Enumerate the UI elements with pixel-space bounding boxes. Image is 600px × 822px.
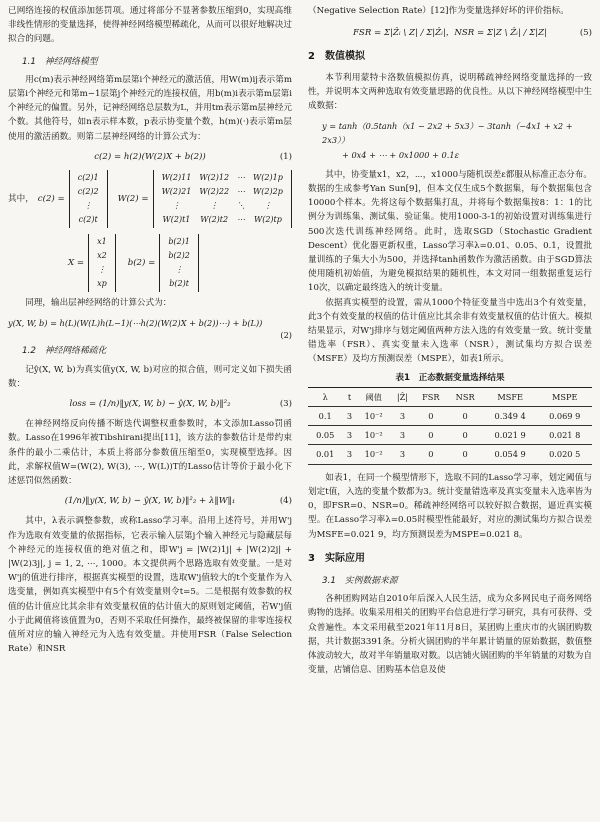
equation-2-number: (2) (280, 330, 292, 341)
w2-entry: ⋮ (210, 201, 219, 211)
c2-entry: c(2)2 (77, 187, 99, 197)
equation-4-number: (4) (279, 496, 292, 507)
equation-5-number: (5) (579, 28, 592, 39)
table-cell: 0.01 (308, 445, 342, 464)
subsection-3-1-heading: 3.1 实例数据来源 (322, 575, 398, 586)
table-cell: 0.05 (308, 426, 342, 445)
equation-2 (8, 316, 292, 341)
w2-entry: ⋮ (172, 201, 181, 211)
subsection-1-1-heading: 1.1 神经网络模型 (22, 56, 98, 67)
table-discussion-paragraph: 如表1，在同一个模型情形下，选取不同的Lasso学习率，划定阈值与划定t值，入选的变量个数都为3。统计变量错选率及真实变量未入选率皆为0，即FSR=0、NSR=0。稀疏神经网络可以较好拟合数据，逼近真实模型。在Lasso学习率λ=0.05时模型性能最好，对应的测试集均方拟合误差为MSFE=0.021 9，均方预测误差为MSPE=0.021 8。 (308, 472, 592, 540)
w2-entry: W(2)2p (253, 187, 283, 197)
table-header: λ (308, 387, 342, 406)
equation-3-body: loss = (1/n)‖y(X, W, b) − ŷ(X, W, b)‖²₂ (69, 399, 231, 410)
equation-2-body: y(X, W, b) = h(L)(W(L)h(L−1)(⋯h(2)(W(2)X + b(2))⋯) + b(L)) (8, 318, 263, 329)
matrix-definitions (8, 170, 292, 292)
equation-6-line-2: + 0x4 + ⋯ + 0x1000 + 0.1ε (342, 149, 459, 160)
table-cell: 3 (342, 445, 356, 464)
table-cell: 3 (342, 426, 356, 445)
w2-entry: ⋯ (237, 187, 246, 197)
output-layer-paragraph: 同理，输出层神经网络的计算公式为： (25, 298, 172, 309)
table-cell: 3 (342, 407, 356, 426)
table-cell: 0.020 5 (537, 445, 592, 464)
table-cell: 0 (447, 426, 482, 445)
table-cell: 0 (414, 407, 447, 426)
w2-entry: W(2)1p (253, 173, 283, 183)
table-1 (308, 387, 592, 465)
w2-matrix (153, 170, 292, 228)
section-3-heading: 3 实际应用 (308, 552, 365, 564)
table-cell: 0.054 9 (483, 445, 538, 464)
notation-paragraph: 用c(m)表示神经网络第m层第i个神经元的激活值，用W(m)ij表示第m层第i个神经元和第m−1层第j个神经元的连接权值，用b(m)i表示第m层第i个神经元的偏置。另外，记神经网络总层数为L，并用tm表示第m层神经元个数。其他符号，如n表示样本数，p表示协变量个数，h(m)(·)表示第m层使用的激活函数。则第二层神经网络的计算公式为： (8, 74, 292, 142)
table-header: t (342, 387, 356, 406)
table-header: FSR (414, 387, 447, 406)
simulation-setup-paragraph: 其中，协变量x1，x2，⋯，x1000与随机误差ε都服从标准正态分布。数据的生成参考Yan Sun[9]，但本文仅生成5个数据集，每个数据集包含10000个样本。先将这每个数据集打乱，并将每个数据集按8：1：1的比例分为训练集、测试集、验证集。使用1000-3-1的初始设置对训练集进行500次迭代训练神经网络。此时，选取SGD（Stochastic Gradient Descent）优化器更新权重，Lasso学习率λ=0.01、0.05、0.1，设置批量训练的子集大小为500，并选择tanh函数作为激活函数。由于SGD算法使用随机初始值，为避免模拟结果的随机性，本文对同一组数据重复运行10次，以确定最终选入的统计变量。 (308, 169, 592, 294)
table-cell: 0 (447, 407, 482, 426)
table-cell: 3 (391, 445, 415, 464)
table-header: MSPE (537, 387, 592, 406)
table-header-row (308, 387, 592, 406)
table-cell: 3 (391, 426, 415, 445)
table-cell: 10⁻² (357, 407, 391, 426)
equation-4 (8, 494, 292, 508)
table-1-caption: 表1 正态数据变量选择结果 (395, 372, 505, 383)
w2-entry: W(2)t1 (162, 215, 191, 225)
simulation-results-paragraph: 依据真实模型的设置，需从1000个特征变量当中选出3个有效变量，此3个有效变量的权值的估计值应比其余非有效变量权值的估计值大。模拟结果显示，对W'j排序与划定阈值两种方法入选的有效变量一致。统计变量错选率（FSR）、真实变量未入选率（NSR），测试集均方拟合误差（MSFE）及均方预测误差（MSPE），如表1所示。 (308, 297, 592, 365)
equation-6-line-1: y = tanh（0.5tanh（x1 − 2x2 + 5x3）− 3tanh（−4x1 + x2 + 2x3）） (322, 121, 573, 146)
x-entry: xp (97, 279, 107, 289)
w2-entry: W(2)22 (199, 187, 230, 197)
table-row (308, 426, 592, 445)
right-column (308, 4, 592, 677)
c2-label: c(2) = (37, 193, 65, 204)
w2-entry: W(2)12 (199, 173, 230, 183)
b2-entry: b(2)t (169, 279, 189, 289)
section-2-heading: 2 数值模拟 (308, 51, 365, 63)
c2-entry: c(2)1 (77, 173, 99, 183)
w2-entry: ⋮ (263, 201, 272, 211)
equation-1-number: (1) (279, 151, 292, 162)
table-cell: 10⁻² (357, 426, 391, 445)
x-entry: x1 (97, 237, 107, 247)
subsection-1-2-heading: 1.2 神经网络稀疏化 (22, 346, 107, 357)
data-source-paragraph: 各种团购网站自2010年后深入人民生活，成为众多网民电子商务网络购物的选择。收集采用相关的团购平台信息进行学习研究，具有可获得、受众普遍性。本文采用截至2021年11月8日，某团购上重庆市的火锅团购数据，共计数据3391条。分析火锅团购的半年累计销量的原始数据，数值整体波动较大，故对半年销量取对数。以店铺火锅团购的半年销量的对数为自变量，店铺信息、团购基本信息及使 (308, 594, 592, 676)
w2-entry: W(2)21 (161, 187, 192, 197)
w2-entry: W(2)11 (161, 173, 192, 183)
table-cell: 3 (391, 407, 415, 426)
table-cell: 0.069 9 (537, 407, 592, 426)
table-row (308, 445, 592, 464)
table-cell: 0.021 9 (483, 426, 538, 445)
intro-paragraph: 已网络连接的权值添加惩罚项。通过将部分不显著参数压缩到0，实现高维非线性情形的变量选择，使得神经网络模型稀疏化，从而可以很好地解决过拟合的问题。 (8, 6, 292, 45)
w2-entry: W(2)t2 (200, 215, 229, 225)
table-header: |Ẑ| (391, 387, 415, 406)
equation-3 (8, 397, 292, 411)
x-entry: ⋮ (97, 265, 106, 275)
c2-entry: c(2)t (78, 215, 98, 225)
table-cell: 0 (414, 426, 447, 445)
table-cell: 0.021 8 (537, 426, 592, 445)
table-cell: 0 (447, 445, 482, 464)
equation-4-body: (1/n)‖y(X, W, b) − ŷ(X, W, b)‖²₂ + λ‖W‖₁ (64, 496, 236, 507)
x-vector (88, 234, 116, 292)
equation-5 (308, 26, 592, 40)
table-header: MSFE (483, 387, 538, 406)
table-cell: 0 (414, 445, 447, 464)
w2-entry: ⋱ (237, 201, 246, 211)
criteria-paragraph: （Negative Selection Rate）[12]作为变量选择好坏的评价指标。 (308, 6, 569, 16)
b2-label: b(2) = (127, 257, 156, 268)
table-header: NSR (447, 387, 482, 406)
table-cell: 10⁻² (357, 445, 391, 464)
c2-vector (69, 170, 108, 228)
b2-entry: b(2)2 (168, 251, 190, 261)
equation-3-number: (3) (279, 399, 292, 410)
table-row (308, 407, 592, 426)
where-label: 其中， (8, 193, 34, 204)
w2-entry: ⋯ (237, 173, 246, 183)
selection-method-paragraph: 其中，λ表示调整参数，或称Lasso学习率。沿用上述符号，并用W'j作为选取有效变量的依据指标，它表示输入层第j个输入神经元与隐藏层每个神经元的连接权值的绝对值之和，即W'j = |W(2)1j| + |W(2)2j| + |W(2)3j|, j = 1, 2, ⋯, 1000。本文提供两个思路选取有效变量。一是对W'j的值进行排序，根据真实模型的设置，选取W'j值较大的t个变量作为入选变量，例如真实模型中有5个有效变量则令t=5。二是根据有效参数的权值的估计值应比其余非有效变量权值的估计值大的原则划定阈值，若W'j值小于此阈值将该值置为0，否则不采取任何操作，最终被保留的非零连接权值所对应的输入神经元为入选有效变量。并使用FSR（False Selection Rate）和NSR (8, 516, 292, 655)
b2-entry: ⋮ (175, 265, 184, 275)
equation-1-body: c(2) = h(2)(W(2)X + b(2)) (94, 151, 206, 162)
simulation-intro-paragraph: 本节利用蒙特卡洛数值模拟仿真，说明稀疏神经网络变量选择的一致性，并说明本文两种选取有效变量思路的优良性。从以下神经网络模型中生成数据： (308, 72, 592, 112)
w2-entry: W(2)tp (253, 215, 282, 225)
table-cell: 0.1 (308, 407, 342, 426)
x-entry: x2 (97, 251, 107, 261)
equation-1 (8, 150, 292, 164)
x-label: X = (68, 257, 85, 268)
w2-entry: ⋯ (237, 215, 246, 225)
equation-5-body: FSR = Σ|Ẑᵢ \ Z| / Σ|Ẑᵢ|，NSR = Σ|Z \ Ẑᵢ| / Σ|Z| (352, 28, 548, 39)
equation-6 (322, 119, 592, 162)
b2-vector (159, 234, 199, 292)
table-header: 阈值 (357, 387, 391, 406)
table-cell: 0.349 4 (483, 407, 538, 426)
b2-entry: b(2)1 (168, 237, 190, 247)
c2-entry: ⋮ (84, 201, 93, 211)
w2-label: W(2) = (117, 193, 149, 204)
fitted-value-paragraph: 记ŷ(X, W, b)为真实值y(X, W, b)对应的拟合值，则可定义如下损失函数： (8, 364, 292, 389)
lasso-paragraph: 在神经网络反向传播不断迭代调整权重参数时，本文添加Lasso罚函数。Lasso在1996年被Tibshirani提出[11]，该方法的参数估计是带约束条件的最小二乘估计，本质上将部分参数值压缩至0，实现模型选择。因此，求解权值W=(W(2), W(3), ⋯, W(L))T的Lasso估计等价于最小化下述惩罚似然函数： (8, 419, 292, 487)
left-column (8, 4, 292, 657)
